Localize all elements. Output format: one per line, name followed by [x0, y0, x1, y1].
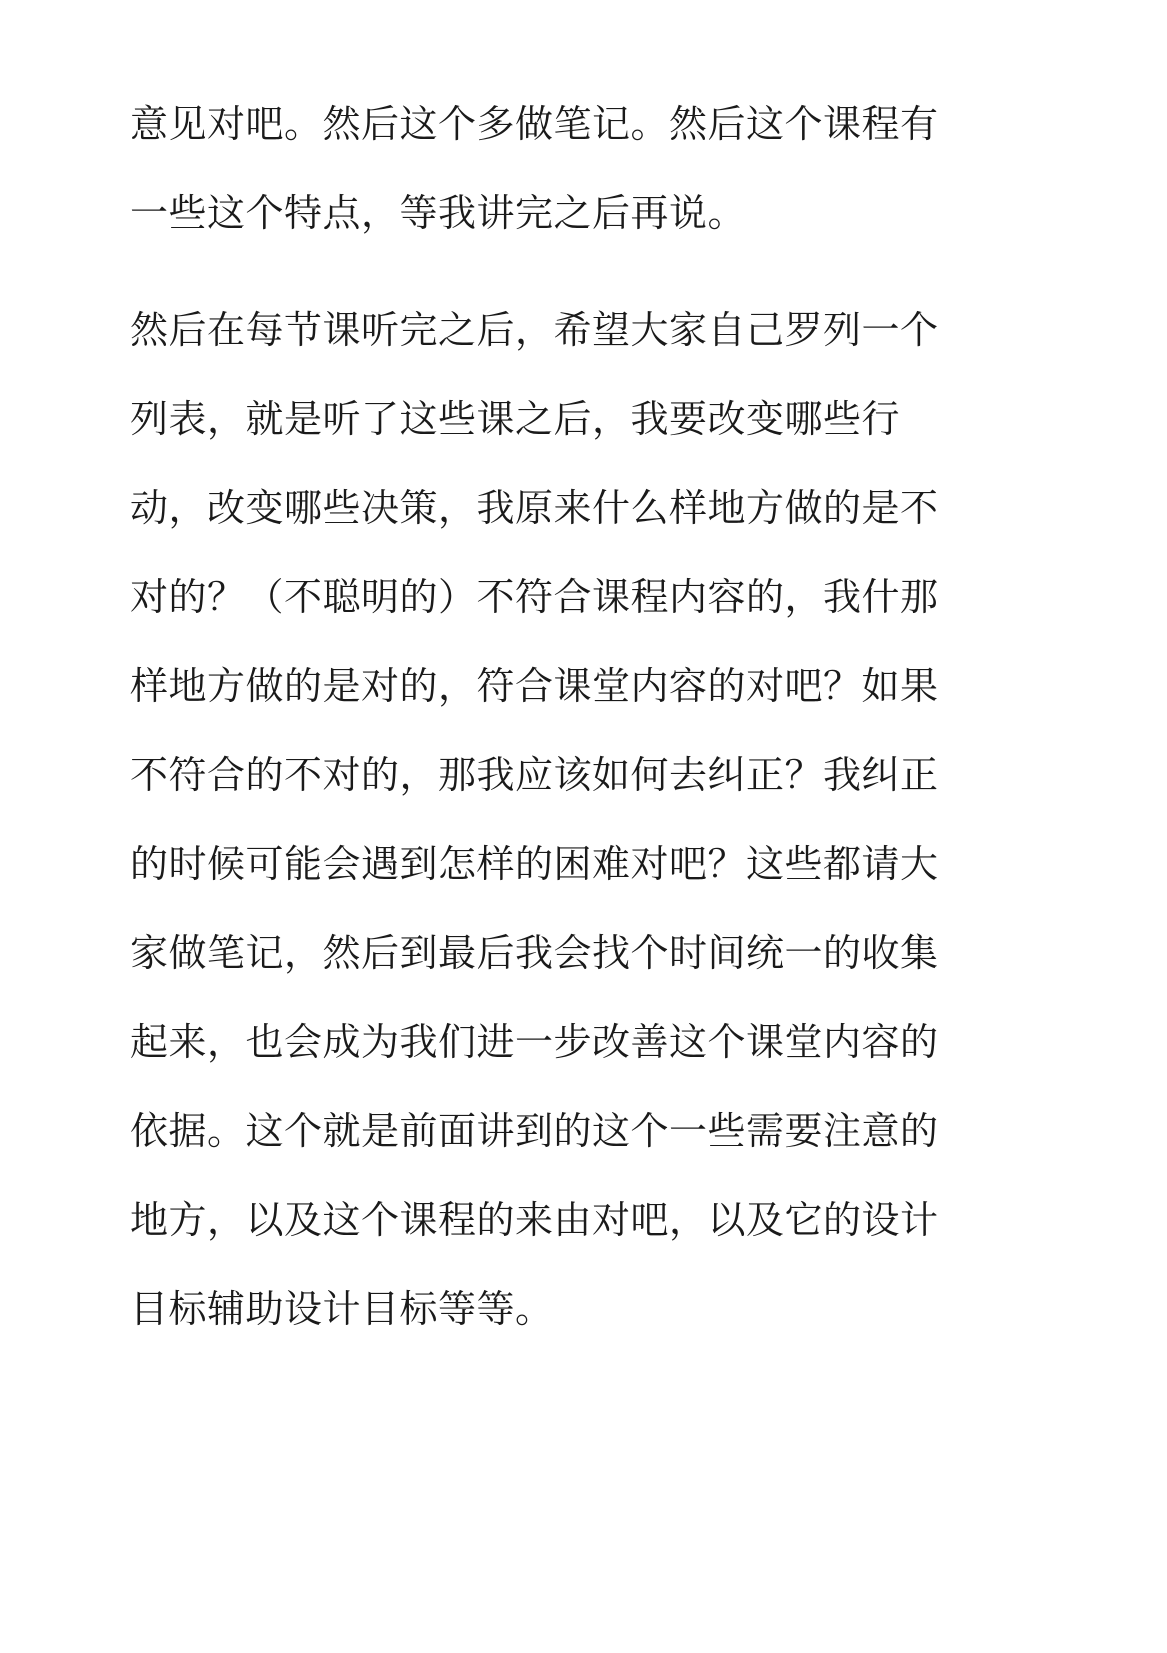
text-line: 起来，也会成为我们进一步改善这个课堂内容的 — [130, 1020, 939, 1064]
text-line: 目标辅助设计目标等等。 — [130, 1287, 554, 1331]
text-line: 动，改变哪些决策，我原来什么样地方做的是不 — [130, 486, 939, 530]
paragraph-2 — [130, 286, 1030, 1354]
text-line: 列表，就是听了这些课之后，我要改变哪些行 — [130, 397, 901, 441]
paragraph-1 — [130, 80, 1030, 258]
text-line: 家做笔记，然后到最后我会找个时间统一的收集 — [130, 931, 939, 975]
text-line: 一些这个特点，等我讲完之后再说。 — [130, 191, 747, 235]
text-line: 对的？（不聪明的）不符合课程内容的，我什那 — [130, 575, 939, 619]
text-line: 意见对吧。然后这个多做笔记。然后这个课程有 — [130, 102, 939, 146]
text-line: 地方，以及这个课程的来由对吧，以及它的设计 — [130, 1198, 939, 1242]
text-line: 的时候可能会遇到怎样的困难对吧？这些都请大 — [130, 842, 939, 886]
text-line: 然后在每节课听完之后，希望大家自己罗列一个 — [130, 308, 939, 352]
text-line: 依据。这个就是前面讲到的这个一些需要注意的 — [130, 1109, 939, 1153]
text-line: 样地方做的是对的，符合课堂内容的对吧？如果 — [130, 664, 939, 708]
text-line: 不符合的不对的，那我应该如何去纠正？我纠正 — [130, 753, 939, 797]
